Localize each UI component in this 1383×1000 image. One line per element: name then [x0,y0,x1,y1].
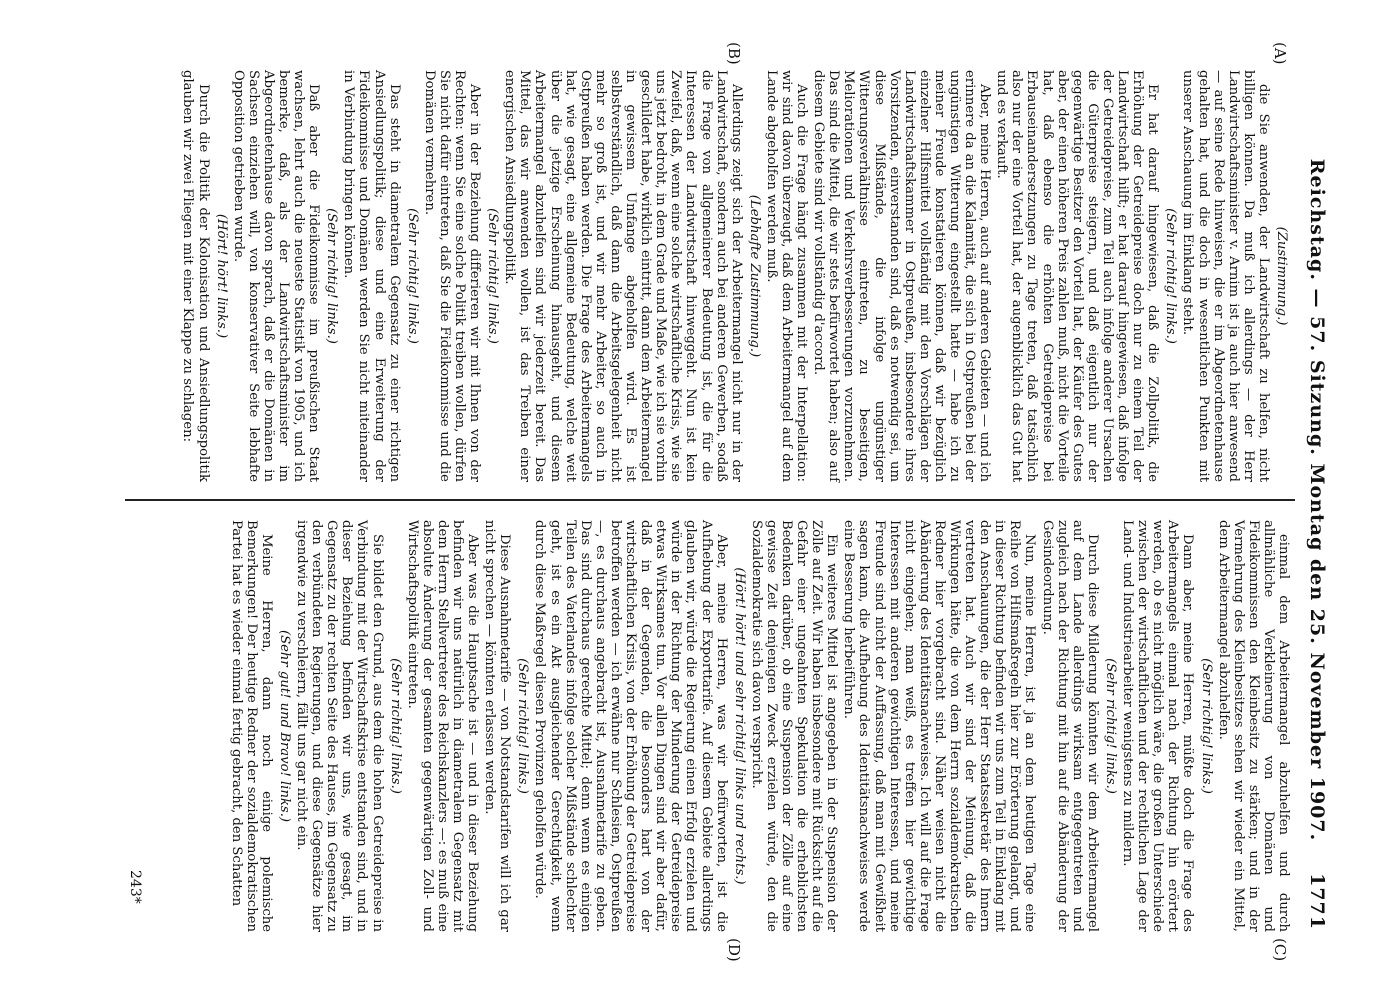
header-page-number: 1771 [1306,873,1328,930]
interjection: (Sehr richtig! links.) [1163,208,1179,344]
interjection: (Sehr richtig! links.) [324,208,340,344]
interjection: (Sehr gut! und Bravo! links.) [277,629,292,823]
margin-mark-d: (D) [725,938,743,962]
paragraph: Daß aber die Fideikommisse im preußischen Staat wachsen, lehrt auch die neueste Statistik von 1905, und ich bemerke, daß, als der Landwirtschaftsminister im Abgeordnetenhause davon sprach, daß er die Domänen in Sachsen einziehen will, von konservativer Seite lebhafte Opposition getrieben wurde. [230,70,322,482]
interjection: (Sehr richtig! links.) [515,658,531,794]
paragraph: Das steht in diametralem Gegensatz zu einer richtigen Ansiedlungspolitik; diese und eine Erweiterung der Fideikommisse und Domänen werden Sie nicht miteinander in Verbindung bringen können. [341,70,402,482]
paragraph: Aber, meine Herren, was wir befürworten, ist die Aufhebung der Exporttarife. Auf diesem Gebiete allerdings glauben wir, würde die Regierung einen Erfolg erzielen und würde in der Richtung der Minderung der Getreidepreise etwas Wirksames tun. Vor allen Dingen sind wir aber dafür, daß in der Gegenden, die besonders hart von der wirtschaftlichen Krisis, von der Erhöhung der Getreidepreise betroffen werden — ich erwähne nur Schlesien, Ostpreußen —, es durchaus angebracht ist, Ausnahmetarife zu geben. Das sind durchaus gerechte Mittel; denn wenn es einigen Teilen des Vaterlandes infolge solcher Mißstände schlechter geht, ist es ein Akt ausgleichender Gerechtigkeit, wenn durch diese Maßregel diesen Provinzen geholfen würde. [532,520,729,932]
header-title: Reichstag. — 57. Sitzung. Montag den 25. November 1907. [1306,158,1328,842]
interjection: (Sehr richtig! links.) [485,208,501,344]
page-header [1302,70,1328,930]
paragraph: Nun, meine Herren, ist ja an dem heutigen Tage eine Reihe von Hilfsmaßregeln hier zur Erörterung gelangt, und in dieser Richtung befinden wir uns zum Teil in Einklang mit den Anschauungen, die der Herr Staatssekretär des Innern vertreten hat. Auch wir sind der Meinung, daß die Wirkungen hätte, die von dem Herrn sozialdemokratischen Redner hier vorgebracht sind. Näher weisen nicht die Abänderung des Identitätsnachweises. Ich will auf die Frage nicht eingehen; man weiß, es treffen hier gewichtige Interessen mit anderen gewichtigen Interessen, und meine Freunde sind nicht der Auffassung, daß man mit Gewißheit sagen kann, die Aufhebung des Identitätsnachweises werde eine Besserung herbeiführen. [841,520,1038,932]
interjection: (Sehr richtig! links.) [1102,658,1118,794]
paragraph: Sie bildet den Grund, aus dem die hohen Getreidepreise in Verbindung mit der Wirtschaftskrise entstanden sind, und in dieser Beziehung befinden wir uns, wie gesagt, im Gegensatz zu der rechten Seite des Hauses, im Gegensatz zu den verbündeten Regierungen, und diese Gegensätze hier irgendwie zu verschleiern, fällt uns gar nicht ein. [294,520,385,932]
column-divider [125,499,1295,501]
paragraph: Diese Ausnahmetarife — von Notstandstarifen will ich gar nicht sprechen — könnten erlassen werden. [482,520,513,932]
interjection: (Hört! hört! links.) [213,213,229,339]
paragraph: einmal dem Arbeitermangel abzuhelfen und durch allmähliche Verkleinerung von Domänen und Fideikommissen den Kleinbesitz zu stärken; und in der Vermehrung des Kleinbesitzes sehen wir wieder ein Mittel, dem Arbeitermangel abzuhelfen. [1215,520,1291,932]
paragraph: Aber was die Hauptsache ist — und in dieser Beziehung befinden wir uns natürlich in diametralem Gegensatz mit dem Herrn Stellvertreter des Reichskanzlers —: es muß eine absolute Änderung der gesamten gegenwärtigen Zoll- und Wirtschaftspolitik eintreten. [404,520,481,932]
right-column [227,520,1291,932]
paragraph: Durch die Politik der Kolonisation und Ansiedlungspolitik glauben wir zwei Fliegen mit einer Klappe zu schlagen: [180,70,211,482]
paragraph: die Sie anwenden, der Landwirtschaft zu helfen, nicht billigen können. Da muß ich allerdings — der Herr Landwirtschaftsminister v. Arnim ist ja auch hier anwesend — auf seine Rede hinweisen, die er im Abgeordnetenhause gehalten hat, und die doch in wesentlichen Punkten mit unserer Anschauung im Einklang steht. [1180,70,1271,482]
margin-mark-b: (B) [725,42,743,65]
margin-mark-c: (C) [1271,938,1289,962]
interjection: (Hört! hört! und sehr richtig! links und rechts.) [731,567,747,885]
paragraph: Ein weiteres Mittel ist angegeben in der Suspension der Zölle auf Zeit. Wir haben insbesondere mit Rücksicht auf die Gefahr einer ungeahnten Spekulation die erheblichsten Bedenken darüber, ob eine Suspension der Zölle auf eine gewisse Zeit denjenigen Zweck erzielen würde, den die Sozialdemokratie sich davon verspricht. [748,520,840,932]
paragraph: Aber in der Beziehung differieren wir mit Ihnen von der Rechten: wenn Sie eine solche Politik treiben wollen, dürfen Sie nicht dafür eintreten, daß Sie die Fideikommisse und die Domänen vermehren. [421,70,483,482]
interjection: (Zustimmung.) [1274,226,1289,326]
paragraph: Dann aber, meine Herren, müßte doch die Frage des Arbeitermangels einmal nach der Richtung hin erörtert werden, ob es nicht möglich wäre, die großen Unterschiede zwischen der wirtschaftlichen und der rechtlichen Lage der Land- und Industriearbeiter wenigstens zu mildern. [1120,520,1196,932]
interjection: (Sehr richtig! links.) [1198,658,1214,794]
paragraph: Meine Herren, dann noch einige polemische Bemerkungen! Der heutige Redner der sozialdemokratischen Partei hat es wieder einmal fertig gebracht, den Schatten [228,520,274,932]
interjection: (Sehr richtig! links.) [387,658,403,794]
margin-mark-a: (A) [1271,42,1289,65]
paragraph: Allerdings zeigt sich der Arbeitermangel nicht nur in der Landwirtschaft, sondern auch bei anderen Gewerben, sodaß die Frage von allgemeinerer Bedeutung ist, die für die Interessen der Landwirtschaft hinweggeht. Nun ist kein Zweifel, daß, wenn eine solche wirtschaftliche Krisis, wie sie uns jetzt bedroht, in dem Grade und Maße, wie ich sie vorhin geschildert habe, wirklich eintritt, dann dem Arbeitermangel in gewissem Umfange abgeholfen wird. Es ist selbstverständlich, daß dann die Arbeitsgelegenheit nicht mehr so groß ist, und wir mehr Arbeiter, so auch in Ostpreußen haben werden. Die Frage des Arbeitermangels hat, wie gesagt, eine allgemeine Bedeutung, welche weit über die jetzige Erscheinung hinausgeht, und diesem Arbeitermangel abzuhelfen sind wir jederzeit bereit. Das Mittel, das wir anwenden wollen, ist das Treiben einer energischen Ansiedlungspolitik. [502,70,744,482]
signature-mark: 243* [127,870,143,904]
left-column [178,70,1291,482]
paragraph: Durch diese Milderung könnten wir dem Arbeitermangel auf dem Lande allerdings wirksam entgegentreten und zugleich nach der Richtung mit hin auf die Abänderung der Gesindeordnung. [1039,520,1100,932]
interjection: (Sehr richtig! links.) [404,208,420,344]
interjection: (Lebhafte Zustimmung.) [746,194,762,358]
paragraph: Aber, meine Herren, auch auf anderen Gebieten — und ich erinnere da an die Kalamität, die sich in Ostpreußen bei der ungünstigen Witterung eingestellt hatte — habe ich zu meiner Freude konstatieren können, daß wir bezüglich einzelner Hilfsmittel vollständig mit den Vorschlägen der Landwirtschaftskammer in Ostpreußen, insbesondere ihres Vorsitzenden, einverstanden sind, daß es notwendig sei, um diese Mißstände, die infolge ungünstiger Witterungsverhältnisse eintreten, zu beseitigen, Meliorationen und Verkehrsverbesserungen vorzunehmen. Das sind die Mittel, die wir stets befürwortet haben; also auf diesem Gebiete sind wir vollständig d'accord. [811,70,993,482]
paragraph: Auch die Frage hängt zusammen mit der Interpellation: wir sind davon überzeugt, daß dem Arbeitermangel auf dem Lande abgeholfen werden muß. [763,70,810,482]
paragraph: Er hat darauf hingewiesen, daß die Zollpolitik, die Erhöhung der Getreidepreise doch nur zu einem Teil der Landwirtschaft hilft; er hat darauf hingewiesen, daß infolge der Getreidepreise, zum Teil auch infolge anderer Ursachen die Güterpreise steigern, und daß eigentlich nur der gegenwärtige Besitzer den Vorteil hat, der Käufer des Gutes aber, der einen höheren Preis zahlen muß, nicht die Vorteile hat, daß ebenso die erhöhten Getreidepreise bei Erbauseinandersetzungen zu Tage treten, daß tatsächlich also nur der eine Vorteil hat, der augenblicklich das Gut hat und es verkauft. [994,70,1161,482]
